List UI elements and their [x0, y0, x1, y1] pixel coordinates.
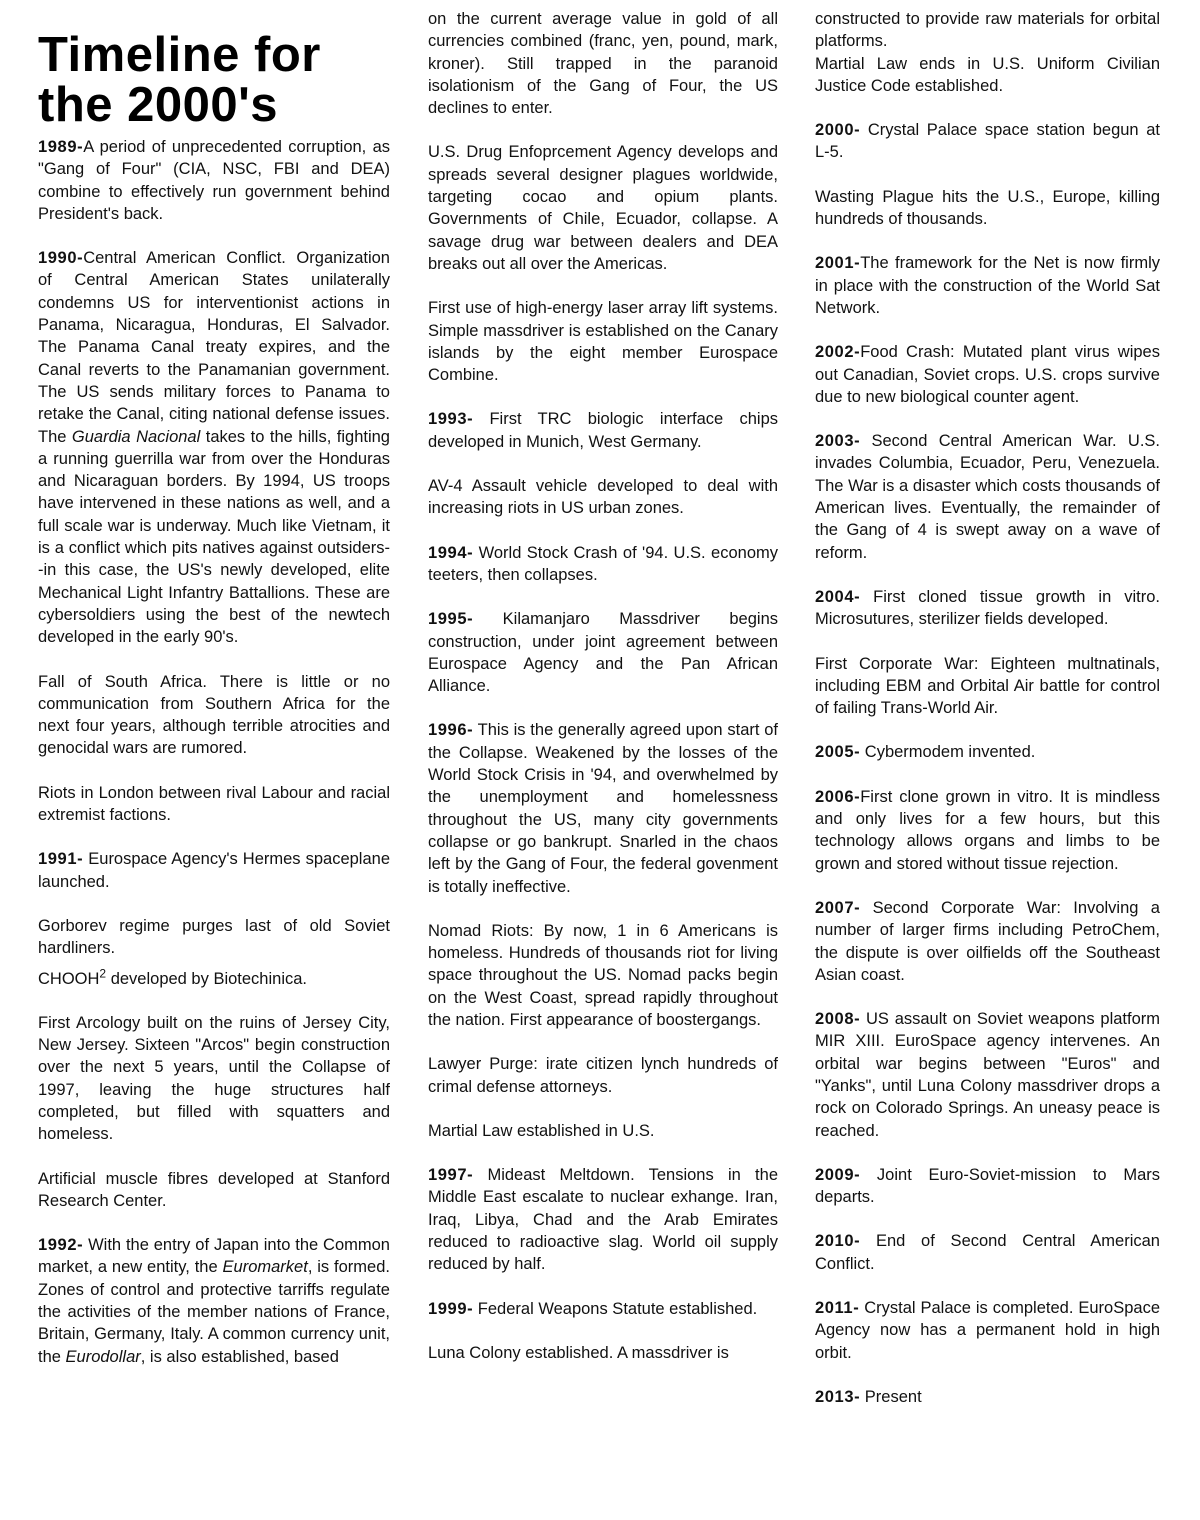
entry-martial-law: Martial Law established in U.S. — [428, 1121, 655, 1140]
year-label: 2005- — [815, 743, 861, 762]
year-label: 2007- — [815, 898, 861, 917]
entry-text: , is also established, based — [140, 1347, 339, 1366]
entry-text: Central American Conflict. Organization of Central American States unilaterally condemns US for interventionist actions in Panama, Nicaragua, Honduras, El Salvador. The Panama Canal treaty expires, and the Canal reverts to the Panamanian government. The US sends military forces to Panama to retake the Canal, citing national defense issues. The — [38, 249, 390, 446]
entry-drug-agency: U.S. Drug Enfoprcement Agency develops and spreads several designer plagues worldwide, targeting cocao and opium plants. Governments of Chile, Ecuador, collapse. A savage drug war between dealers and DEA breaks out all over the Americas. — [428, 143, 778, 273]
entry-wasting-plague: Wasting Plague hits the U.S., Europe, killing hundreds of thousands. — [815, 187, 1160, 229]
column-3 — [815, 8, 1160, 1430]
entry-text: Crystal Palace is completed. EuroSpace Agency now has a permanent hold in high orbit. — [815, 1299, 1160, 1362]
entry-nomad-riots: Nomad Riots: By now, 1 in 6 Americans is homeless. Hundreds of thousands riot for living space throughout the US. Nomad packs begin on the West Coast, spread rapidly throughout the nation. First appearance of boostergangs. — [428, 921, 778, 1029]
entry-text: Mideast Meltdown. Tensions in the Middle East escalate to nuclear exhange. Iran, Iraq, Libya, Chad and the Arab Emirates reduced to radioactive slag. World oil supply reduced by half. — [428, 1166, 778, 1274]
entry-text: This is the generally agreed upon start of the Collapse. Weakened by the losses of the World Stock Crisis in '94, and overwhelmed by the unemployment and homelessness throughout the US, many city governments collapse or go bankrupt. Snarled in the chaos left by the Gang of Four, the federal govenment is totally ineffective. — [428, 721, 778, 896]
entry-italic: Guardia Nacional — [71, 427, 201, 446]
entry-text: Crystal Palace space station begun at L-5. — [815, 121, 1160, 162]
entry-text: US assault on Soviet weapons platform MIR XIII. EuroSpace agency intervenes. An orbital war begins between "Euros" and "Yanks", until Luna Colony massdriver drops a rock on Colorado Springs. An uneasy peace is reached. — [815, 1010, 1160, 1140]
entry-text: Cybermodem invented. — [860, 743, 1036, 762]
entry-1992-continued: on the current average value in gold of all currencies combined (franc, yen, pound, mark, kroner). Still trapped in the paranoid isolationism of the Gang of Four, the US declines to enter. — [428, 10, 778, 118]
year-label: 1994- — [428, 543, 474, 562]
year-label: 2002- — [815, 343, 861, 362]
entry-2006 — [815, 786, 1160, 875]
entry-text: World Stock Crash of '94. U.S. economy teeters, then collapses. — [428, 543, 778, 584]
entry-1990 — [38, 247, 390, 648]
entry-1995 — [428, 608, 778, 697]
year-label: 1995- — [428, 610, 474, 629]
entry-lawyer-purge: Lawyer Purge: irate citizen lynch hundreds of crimal defense attorneys. — [428, 1055, 778, 1096]
year-label: 2010- — [815, 1232, 861, 1251]
year-label: 1997- — [428, 1166, 474, 1185]
year-label: 1990- — [38, 249, 84, 268]
column-1 — [38, 30, 390, 1390]
year-label: 2006- — [815, 787, 861, 806]
entry-2003 — [815, 430, 1160, 564]
entry-av4: AV-4 Assault vehicle developed to deal with increasing riots in US urban zones. — [428, 477, 778, 518]
entry-text: First TRC biologic interface chips developed in Munich, West Germany. — [428, 410, 778, 451]
year-label: 1991- — [38, 850, 84, 869]
year-label: 2004- — [815, 587, 861, 606]
entry-gorborev: Gorborev regime purges last of old Soviet hardliners. — [38, 916, 390, 958]
year-label: 2001- — [815, 254, 861, 273]
entry-italic: Euromarket — [222, 1258, 308, 1277]
entry-text: With the entry of Japan into the Common market, a new entity, the — [38, 1236, 390, 1277]
chooh-superscript: 2 — [99, 966, 107, 980]
chooh-base: CHOOH — [38, 969, 100, 988]
page-title — [38, 30, 390, 130]
year-label: 1992- — [38, 1236, 84, 1255]
year-label: 2008- — [815, 1010, 861, 1029]
entry-1997 — [428, 1164, 778, 1275]
entry-text: Present — [860, 1387, 922, 1406]
year-label: 1996- — [428, 721, 474, 740]
entry-2009 — [815, 1164, 1160, 1209]
entry-text: Food Crash: Mutated plant virus wipes out Canadian, Soviet crops. U.S. crops survive due to new biological counter agent. — [815, 343, 1160, 406]
entry-2007 — [815, 897, 1160, 986]
year-label: 1999- — [428, 1299, 474, 1318]
entry-1993 — [428, 408, 778, 453]
entry-riots-london: Riots in London between rival Labour and racial extremist factions. — [38, 783, 390, 825]
entry-luna-colony: Luna Colony established. A massdriver is — [428, 1343, 729, 1362]
entry-text: developed by Biotechinica. — [106, 969, 307, 988]
entry-2013 — [815, 1386, 1160, 1408]
entry-2005 — [815, 741, 1160, 763]
entry-first-corporate-war: First Corporate War: Eighteen multnatinals, including EBM and Orbital Air battle for control of failing Trans-World Air. — [815, 654, 1160, 718]
title-line-2: the 2000's — [38, 78, 279, 132]
entry-text: Kilamanjaro Massdriver begins construction, under joint agreement between Eurospace Agency and the Pan African Alliance. — [428, 610, 778, 696]
entry-1989 — [38, 136, 390, 225]
entry-2011 — [815, 1297, 1160, 1364]
entry-text: First clone grown in vitro. It is mindless and only lives for a few hours, but this technology allows organs and limbs to be grown and stored without tissue rejection. — [815, 787, 1160, 873]
entry-2008 — [815, 1008, 1160, 1142]
entry-text: takes to the hills, fighting a running guerrilla war from over the Honduras and Nicaraguan borders. By 1994, US troops have intervened in these nations as well, and a full scale war is underway. Much like Vietnam, it is a conflict which pits natives against outsiders--in this case, the US's newly developed, elite Mechanical Light Infantry Battallions. These are cybersoldiers using the best of the newtech developed in the early 90's. — [38, 427, 390, 647]
entry-chooh2 — [38, 968, 390, 990]
entry-fall-south-africa: Fall of South Africa. There is little or no communication from Southern Africa for the next four years, although terrible atrocities and genocidal wars are rumored. — [38, 672, 390, 758]
entry-text: A period of unprecedented corruption, as "Gang of Four" (CIA, NSC, FBI and DEA) combine to effectively run government behind President's back. — [38, 138, 390, 223]
entry-1999 — [428, 1298, 778, 1320]
entry-arcology: First Arcology built on the ruins of Jersey City, New Jersey. Sixteen "Arcos" begin construction over the next 5 years, until the Collapse of 1997, leaving the huge structures half completed, but filled with squatters and homeless. — [38, 1013, 390, 1144]
entry-laser-lift: First use of high-energy laser array lift systems. Simple massdriver is established on the Canary islands by the eight member Eurospace Combine. — [428, 299, 778, 385]
entry-1994 — [428, 542, 778, 587]
entry-2001 — [815, 252, 1160, 319]
entry-text: Federal Weapons Statute established. — [473, 1299, 758, 1318]
entry-italic: Eurodollar — [65, 1347, 141, 1366]
title-line-1: Timeline for — [38, 28, 321, 82]
year-label: 1993- — [428, 410, 474, 429]
year-label: 2003- — [815, 432, 861, 451]
entry-2010 — [815, 1230, 1160, 1275]
entry-text: The framework for the Net is now firmly in place with the construction of the World Sat Network. — [815, 254, 1160, 317]
entry-text: , is formed. Zones of control and protective tarriffs regulate the activities of the member nations of France, Britain, Germany, Italy. A common currency unit, the — [38, 1258, 390, 1366]
entry-text: Second Corporate War: Involving a number of larger firms including PetroChem, the dispute is over oilfields off the Southeast Asian coast. — [815, 898, 1160, 984]
year-label: 1989- — [38, 138, 84, 156]
entry-muscle-fibres: Artificial muscle fibres developed at Stanford Research Center. — [38, 1169, 390, 1210]
entry-text: Eurospace Agency's Hermes spaceplane launched. — [38, 850, 390, 891]
entry-1996 — [428, 719, 778, 897]
entry-text: Second Central American War. U.S. invades Columbia, Ecuador, Peru, Venezuela. The War is a disaster which costs thousands of American lives. Eventually, the remainder of the Gang of 4 is swept away on a wave of reform. — [815, 432, 1160, 562]
entry-martial-law-ends: Martial Law ends in U.S. Uniform Civilian Justice Code established. — [815, 54, 1160, 95]
year-label: 2000- — [815, 121, 861, 140]
entry-text: Joint Euro-Soviet-mission to Mars departs. — [815, 1165, 1160, 1207]
column-2 — [428, 8, 778, 1386]
entry-luna-continued: constructed to provide raw materials for orbital platforms. — [815, 10, 1160, 51]
entry-1991 — [38, 848, 390, 893]
entry-2002 — [815, 341, 1160, 408]
entry-2000 — [815, 119, 1160, 164]
year-label: 2009- — [815, 1165, 861, 1184]
year-label: 2013- — [815, 1387, 861, 1406]
entry-2004 — [815, 586, 1160, 631]
entry-1992 — [38, 1234, 390, 1368]
entry-text: End of Second Central American Conflict. — [815, 1232, 1160, 1273]
entry-text: First cloned tissue growth in vitro. Microsutures, sterilizer fields developed. — [815, 587, 1160, 629]
year-label: 2011- — [815, 1299, 860, 1318]
